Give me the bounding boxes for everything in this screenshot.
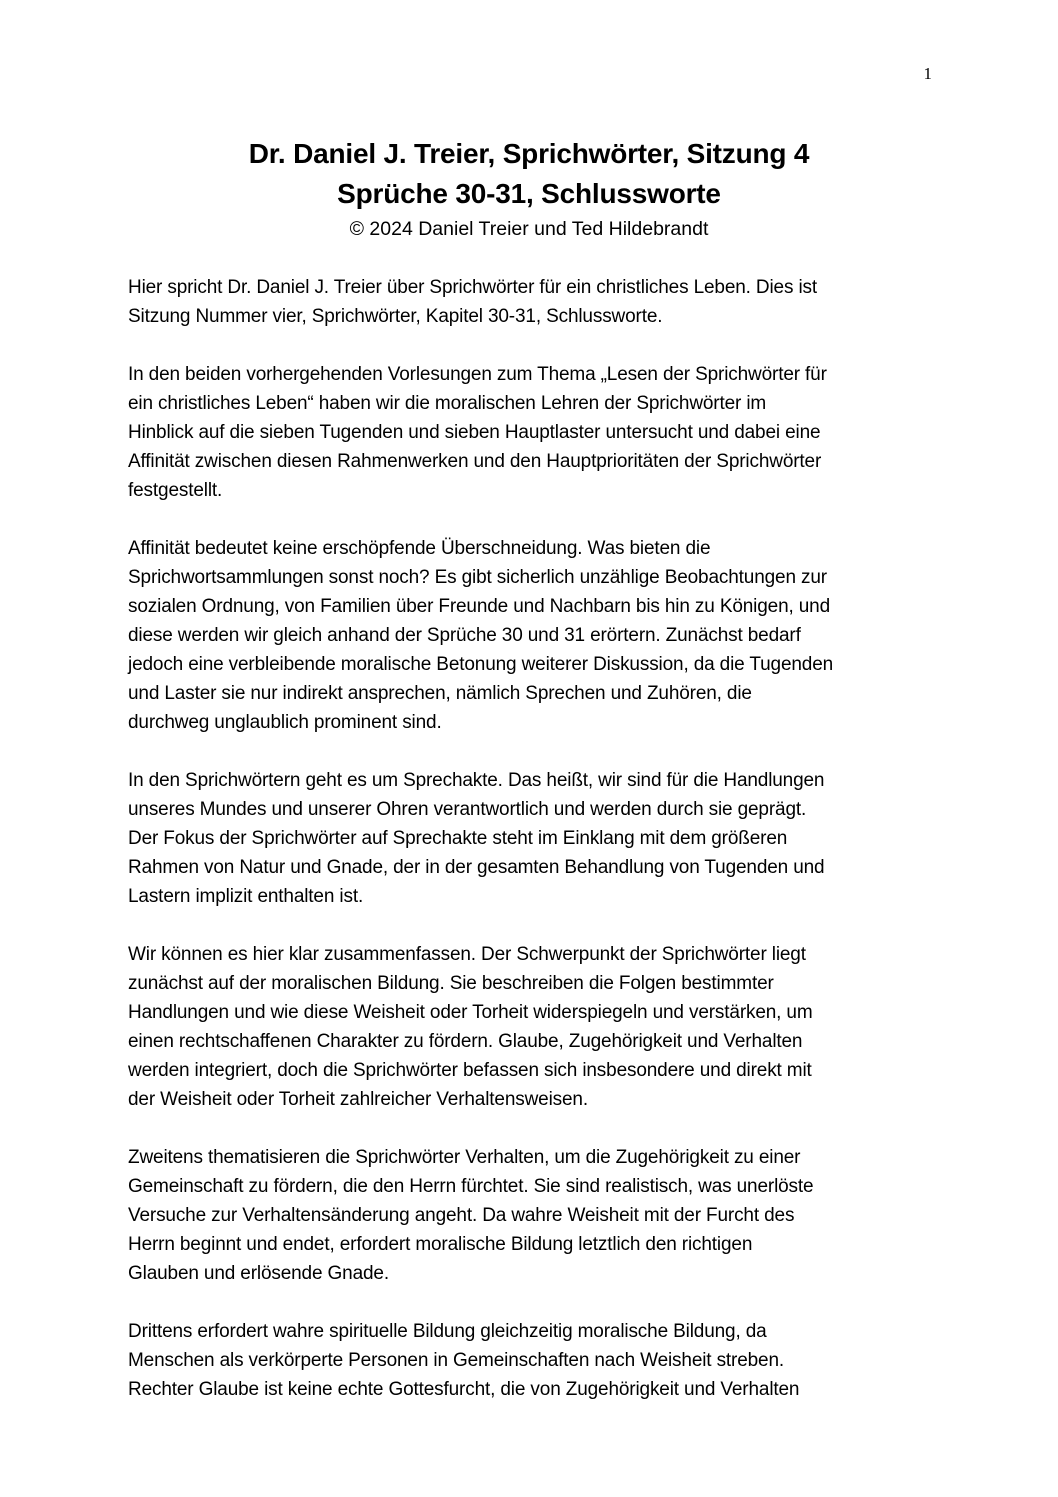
text-line: Drittens erfordert wahre spirituelle Bildung gleichzeitig moralische Bildung, da: [128, 1321, 767, 1342]
text-line: zunächst auf der moralischen Bildung. Sie beschreiben die Folgen bestimmter: [128, 973, 774, 994]
paragraph: [128, 940, 944, 1114]
paragraph: [128, 766, 944, 911]
text-line: In den beiden vorhergehenden Vorlesungen zum Thema „Lesen der Sprichwörter für: [128, 364, 827, 385]
text-line: einen rechtschaffenen Charakter zu fördern. Glaube, Zugehörigkeit und Verhalten: [128, 1031, 803, 1052]
text-line: der Weisheit oder Torheit zahlreicher Verhaltensweisen.: [128, 1089, 588, 1110]
paragraph: [128, 1143, 944, 1288]
text-line: Handlungen und wie diese Weisheit oder Torheit widerspiegeln und verstärken, um: [128, 1002, 813, 1023]
text-line: Menschen als verkörperte Personen in Gemeinschaften nach Weisheit streben.: [128, 1350, 785, 1371]
text-line: Affinität bedeutet keine erschöpfende Überschneidung. Was bieten die: [128, 538, 711, 559]
document-header: [0, 134, 1058, 244]
text-line: Hier spricht Dr. Daniel J. Treier über Sprichwörter für ein christliches Leben. Dies ist: [128, 277, 818, 298]
text-line: jedoch eine verbleibende moralische Betonung weiterer Diskussion, da die Tugenden: [128, 654, 834, 675]
text-line: Gemeinschaft zu fördern, die den Herrn fürchtet. Sie sind realistisch, was unerlöste: [128, 1176, 814, 1197]
text-line: Der Fokus der Sprichwörter auf Sprechakte steht im Einklang mit dem größeren: [128, 828, 788, 849]
copyright-notice: © 2024 Daniel Treier und Ted Hildebrandt: [349, 218, 709, 240]
page-number: 1: [923, 64, 932, 83]
text-line: Rechter Glaube ist keine echte Gottesfurcht, die von Zugehörigkeit und Verhalten: [128, 1379, 800, 1400]
text-line: und Laster sie nur indirekt ansprechen, nämlich Sprechen und Zuhören, die: [128, 683, 752, 704]
text-line: Wir können es hier klar zusammenfassen. Der Schwerpunkt der Sprichwörter liegt: [128, 944, 806, 965]
paragraph: [128, 360, 944, 505]
text-line: diese werden wir gleich anhand der Sprüche 30 und 31 erörtern. Zunächst bedarf: [128, 625, 801, 646]
text-line: Versuche zur Verhaltensänderung angeht. Da wahre Weisheit mit der Furcht des: [128, 1205, 795, 1226]
text-line: Hinblick auf die sieben Tugenden und sieben Hauptlaster untersucht und dabei eine: [128, 422, 821, 443]
text-line: Sprichwortsammlungen sonst noch? Es gibt sicherlich unzählige Beobachtungen zur: [128, 567, 827, 588]
text-line: Glauben und erlösende Gnade.: [128, 1263, 389, 1284]
document-body: [128, 273, 944, 1404]
text-line: Lastern implizit enthalten ist.: [128, 886, 364, 907]
text-line: ein christliches Leben“ haben wir die moralischen Lehren der Sprichwörter im: [128, 393, 767, 414]
text-line: In den Sprichwörtern geht es um Sprechakte. Das heißt, wir sind für die Handlungen: [128, 770, 825, 791]
text-line: festgestellt.: [128, 480, 223, 501]
text-line: Rahmen von Natur und Gnade, der in der gesamten Behandlung von Tugenden und: [128, 857, 825, 878]
text-line: Affinität zwischen diesen Rahmenwerken und den Hauptprioritäten der Sprichwörter: [128, 451, 822, 472]
text-line: Sitzung Nummer vier, Sprichwörter, Kapitel 30-31, Schlussworte.: [128, 306, 663, 327]
paragraph: [128, 534, 944, 737]
title-line-1: Dr. Daniel J. Treier, Sprichwörter, Sitzung 4: [248, 138, 810, 169]
title-line-2: Sprüche 30-31, Schlussworte: [337, 178, 721, 209]
text-line: Zweitens thematisieren die Sprichwörter Verhalten, um die Zugehörigkeit zu einer: [128, 1147, 801, 1168]
paragraph: [128, 273, 944, 331]
text-line: durchweg unglaublich prominent sind.: [128, 712, 442, 733]
paragraph: [128, 1317, 944, 1404]
text-line: unseres Mundes und unserer Ohren verantwortlich und werden durch sie geprägt.: [128, 799, 807, 820]
text-line: Herrn beginnt und endet, erfordert moralische Bildung letztlich den richtigen: [128, 1234, 753, 1255]
text-line: sozialen Ordnung, von Familien über Freunde und Nachbarn bis hin zu Königen, und: [128, 596, 831, 617]
text-line: werden integriert, doch die Sprichwörter befassen sich insbesondere und direkt mit: [128, 1060, 812, 1081]
